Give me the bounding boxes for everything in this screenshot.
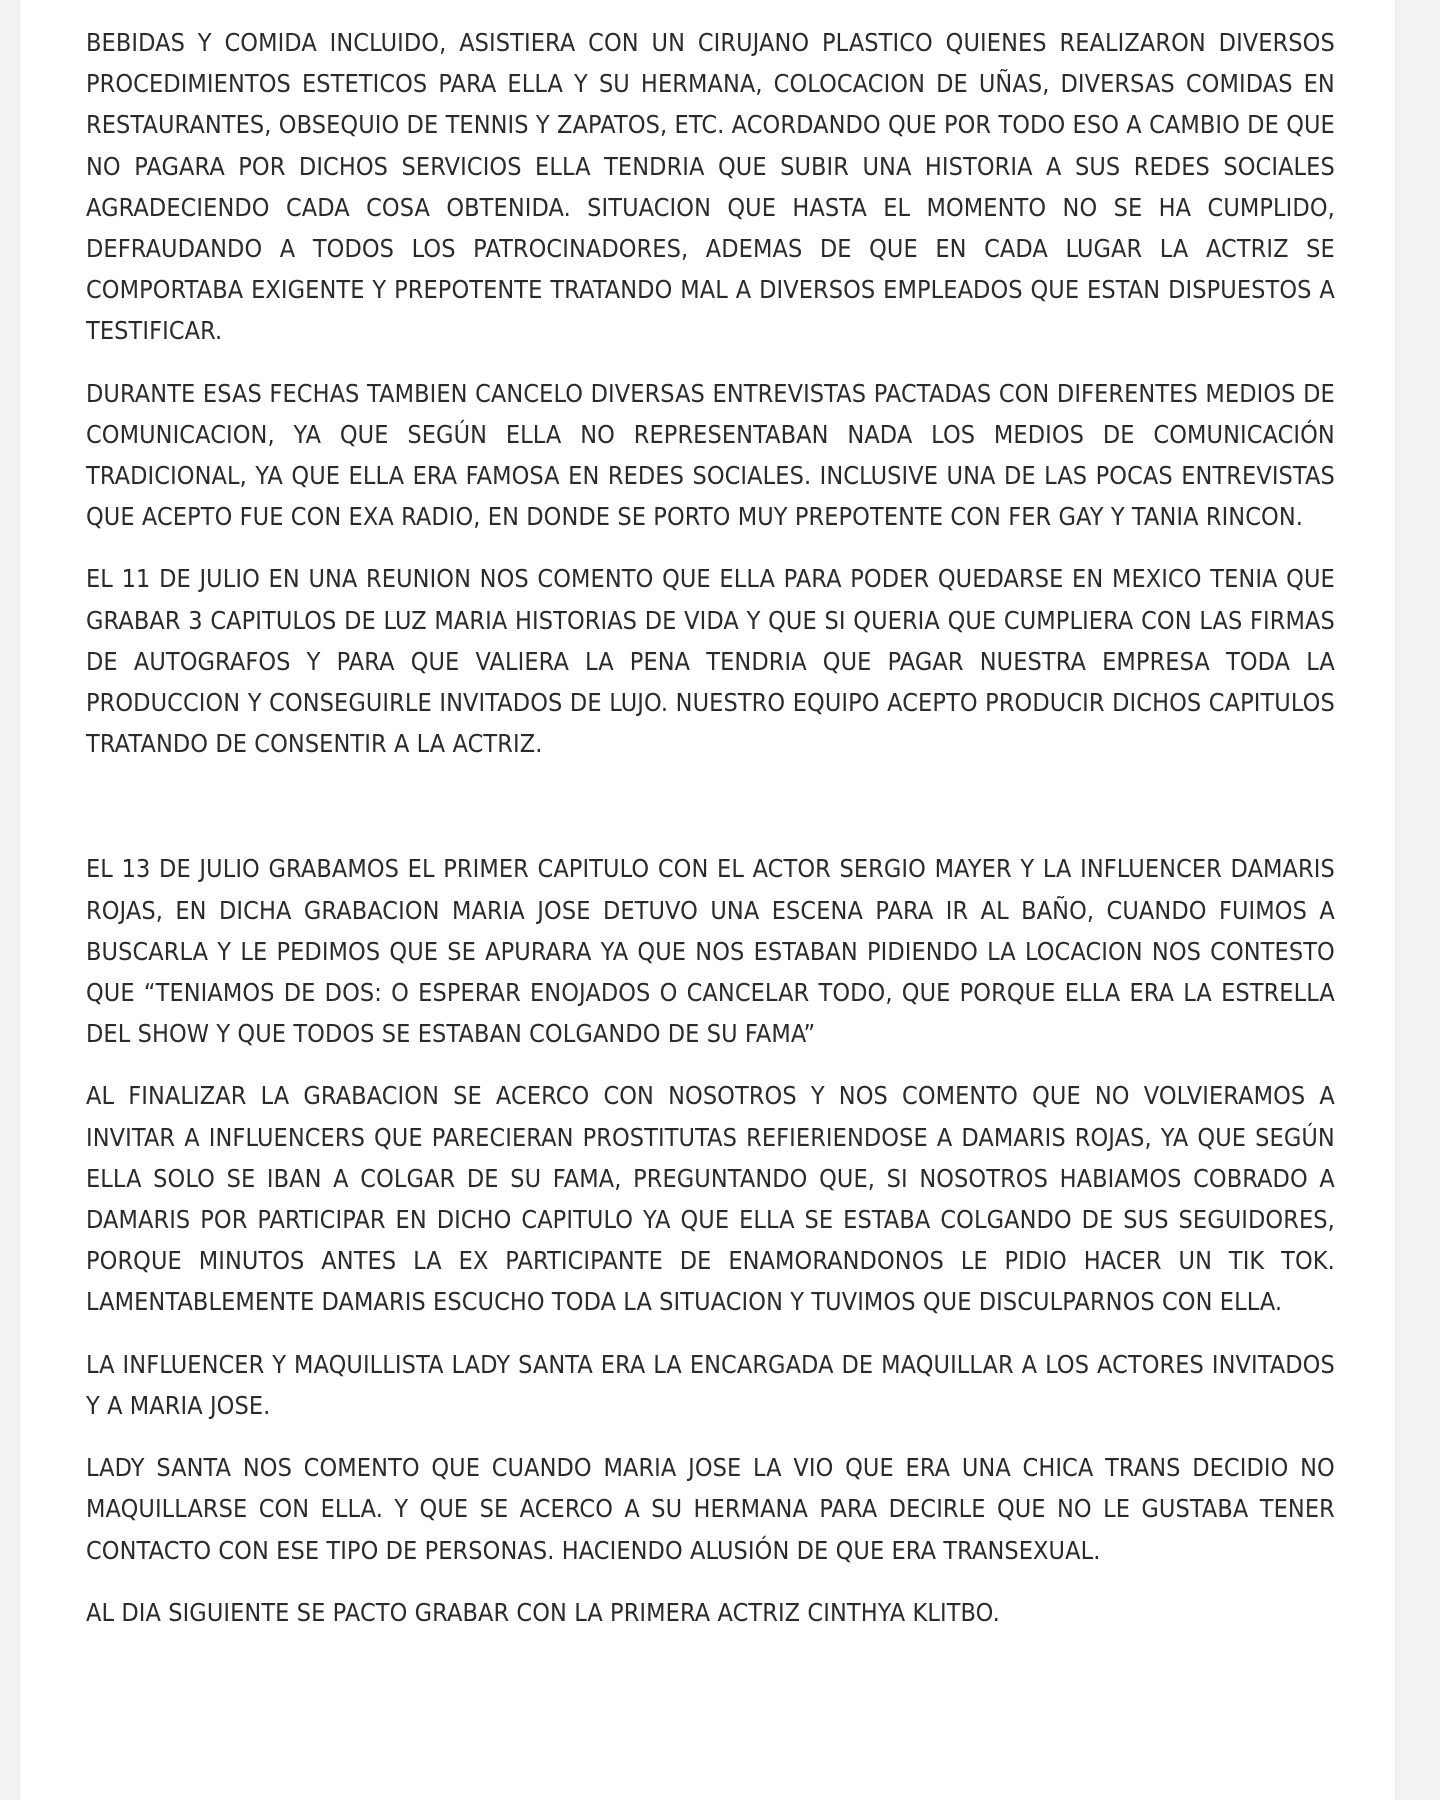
document-page (20, 0, 1395, 1800)
paragraph-4: EL 13 DE JULIO GRABAMOS EL PRIMER CAPITULO CON EL ACTOR SERGIO MAYER Y LA INFLUENCER DAMARIS ROJAS, EN DICHA GRABACION MARIA JOSE DETUVO UNA ESCENA PARA IR AL BAÑO, CUANDO FUIMOS A BUSCARLA Y LE PEDIMOS QUE SE APURARA YA QUE NOS ESTABAN PIDIENDO LA LOCACION NOS CONTESTO QUE “TENIAMOS DE DOS: O ESPERAR ENOJADOS O CANCELAR TODO, QUE PORQUE ELLA ERA LA ESTRELLA DEL SHOW Y QUE TODOS SE ESTABAN COLGANDO DE SU FAMA” (86, 854, 1335, 1049)
paragraph-1: BEBIDAS Y COMIDA INCLUIDO, ASISTIERA CON UN CIRUJANO PLASTICO QUIENES REALIZARON DIVERSOS PROCEDIMIENTOS ESTETICOS PARA ELLA Y SU HERMANA, COLOCACION DE UÑAS, DIVERSAS COMIDAS EN RESTAURANTES, OBSEQUIO DE TENNIS Y ZAPATOS, ETC. ACORDANDO QUE POR TODO ESO A CAMBIO DE QUE NO PAGARA POR DICHOS SERVICIOS ELLA TENDRIA QUE SUBIR UNA HISTORIA A SUS REDES SOCIALES AGRADECIENDO CADA COSA OBTENIDA. SITUACION QUE HASTA EL MOMENTO NO SE HA CUMPLIDO, DEFRAUDANDO A TODOS LOS PATROCINADORES, ADEMAS DE QUE EN CADA LUGAR LA ACTRIZ SE COMPORTABA EXIGENTE Y PREPOTENTE TRATANDO MAL A DIVERSOS EMPLEADOS QUE ESTAN DISPUESTOS A TESTIFICAR. (86, 28, 1335, 346)
paragraph-6: LA INFLUENCER Y MAQUILLISTA LADY SANTA ERA LA ENCARGADA DE MAQUILLAR A LOS ACTORES INVITADOS Y A MARIA JOSE. (86, 1349, 1335, 1420)
paragraph-5: AL FINALIZAR LA GRABACION SE ACERCO CON NOSOTROS Y NOS COMENTO QUE NO VOLVIERAMOS A INVITAR A INFLUENCERS QUE PARECIERAN PROSTITUTAS REFIERIENDOSE A DAMARIS ROJAS, YA QUE SEGÚN ELLA SOLO SE IBAN A COLGAR DE SU FAMA, PREGUNTANDO QUE, SI NOSOTROS HABIAMOS COBRADO A DAMARIS POR PARTICIPAR EN DICHO CAPITULO YA QUE ELLA SE ESTABA COLGANDO DE SUS SEGUIDORES, PORQUE MINUTOS ANTES LA EX PARTICIPANTE DE ENAMORANDONOS LE PIDIO HACER UN TIK TOK. LAMENTABLEMENTE DAMARIS ESCUCHO TODA LA SITUACION Y TUVIMOS QUE DISCULPARNOS CON ELLA. (86, 1081, 1335, 1317)
document-body (86, 22, 1335, 1654)
paragraph-2: DURANTE ESAS FECHAS TAMBIEN CANCELO DIVERSAS ENTREVISTAS PACTADAS CON DIFERENTES MEDIOS DE COMUNICACION, YA QUE SEGÚN ELLA NO REPRESENTABAN NADA LOS MEDIOS DE COMUNICACIÓN TRADICIONAL, YA QUE ELLA ERA FAMOSA EN REDES SOCIALES. INCLUSIVE UNA DE LAS POCAS ENTREVISTAS QUE ACEPTO FUE CON EXA RADIO, EN DONDE SE PORTO MUY PREPOTENTE CON FER GAY Y TANIA RINCON. (86, 378, 1335, 532)
paragraph-3: EL 11 DE JULIO EN UNA REUNION NOS COMENTO QUE ELLA PARA PODER QUEDARSE EN MEXICO TENIA QUE GRABAR 3 CAPITULOS DE LUZ MARIA HISTORIAS DE VIDA Y QUE SI QUERIA QUE CUMPLIERA CON LAS FIRMAS DE AUTOGRAFOS Y PARA QUE VALIERA LA PENA TENDRIA QUE PAGAR NUESTRA EMPRESA TODA LA PRODUCCION Y CONSEGUIRLE INVITADOS DE LUJO. NUESTRO EQUIPO ACEPTO PRODUCIR DICHOS CAPITULOS TRATANDO DE CONSENTIR A LA ACTRIZ. (86, 564, 1335, 759)
paragraph-8: AL DIA SIGUIENTE SE PACTO GRABAR CON LA PRIMERA ACTRIZ CINTHYA KLITBO. (86, 1597, 1000, 1627)
paragraph-7: LADY SANTA NOS COMENTO QUE CUANDO MARIA JOSE LA VIO QUE ERA UNA CHICA TRANS DECIDIO NO MAQUILLARSE CON ELLA. Y QUE SE ACERCO A SU HERMANA PARA DECIRLE QUE NO LE GUSTABA TENER CONTACTO CON ESE TIPO DE PERSONAS. HACIENDO ALUSIÓN DE QUE ERA TRANSEXUAL. (86, 1453, 1335, 1565)
